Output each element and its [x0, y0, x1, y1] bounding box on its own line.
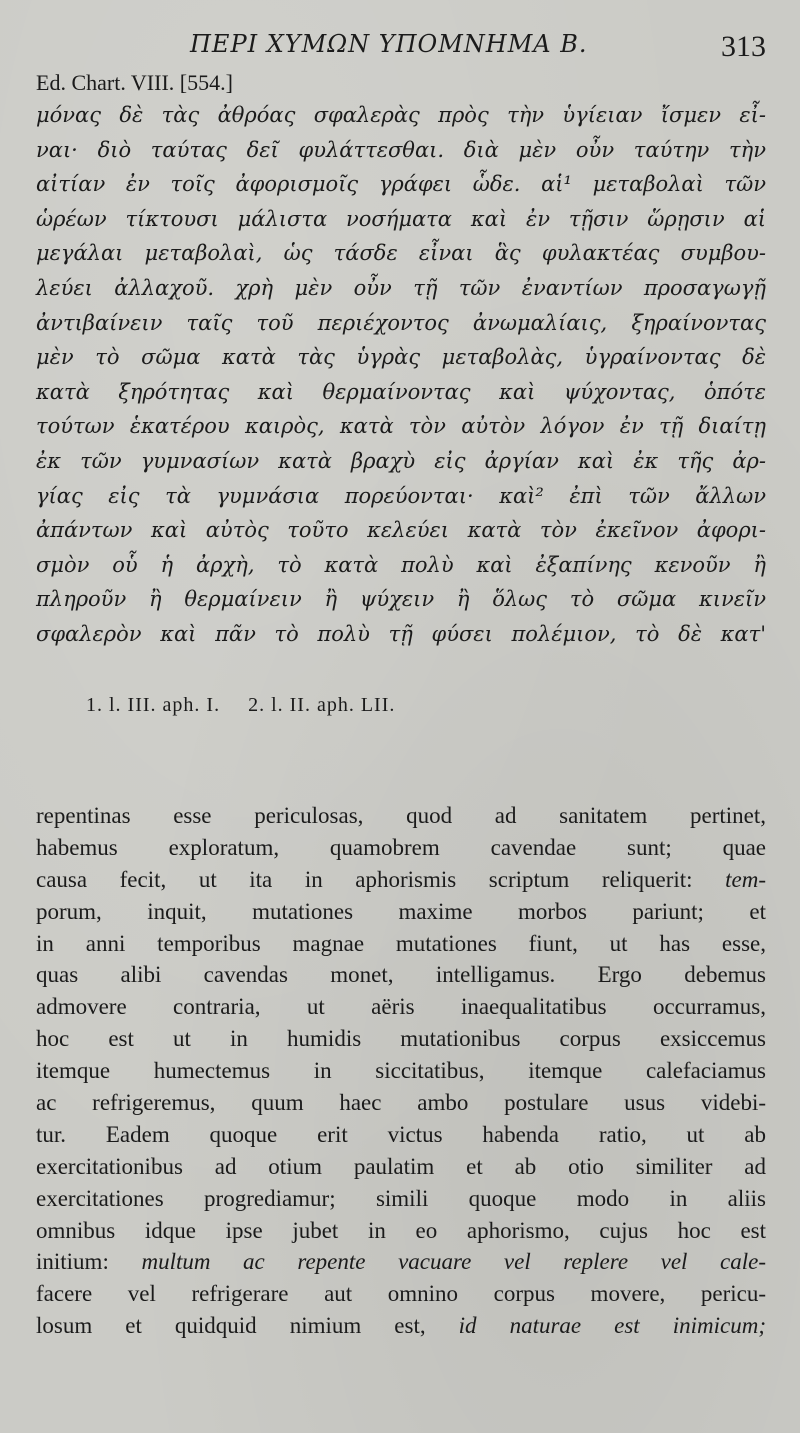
latin-line — [36, 1119, 766, 1151]
latin-segment: exercitationibus ad otium paulatim et ab otio similiter ad — [36, 1153, 766, 1179]
latin-line — [36, 1023, 766, 1055]
greek-line: μόνας δὲ τὰς ἀθρόας σφαλερὰς πρὸς τὴν ὑγίειαν ἴσμεν εἶ- — [36, 103, 766, 127]
greek-line: τούτων ἑκατέρου καιρὸς, κατὰ τὸν αὐτὸν λόγον ἐν τῇ διαίτῃ — [36, 414, 766, 439]
latin-line — [36, 1278, 766, 1310]
latin-segment: exercitationes progrediamur; simili quoque modo in aliis — [36, 1185, 766, 1211]
running-title: ΠΕΡΙ ΧΥΜΩΝ ΥΠΟΜΝΗΜΑ Β. — [190, 30, 588, 58]
latin-line — [36, 896, 766, 928]
greek-line: ἀπάντων καὶ αὐτὸς τοῦτο κελεύει κατὰ τὸν ἐκεῖνον ἀφορι- — [36, 518, 766, 543]
greek-line: κατὰ ξηρότητας καὶ θερμαίνοντας καὶ ψύχοντας, ὁπότε — [36, 379, 766, 404]
latin-segment: hoc est ut in humidis mutationibus corpus exsiccemus — [36, 1026, 766, 1052]
latin-segment: ac refrigeremus, quum haec ambo postulare usus videbi- — [36, 1090, 766, 1116]
latin-line — [36, 928, 766, 960]
latin-segment: multum ac repente vacuare vel replere vel cale- — [141, 1249, 766, 1275]
greek-line: ἀντιβαίνειν ταῖς τοῦ περιέχοντος ἀνωμαλίαις, ξηραίνοντας — [36, 310, 766, 335]
latin-line — [36, 1151, 766, 1183]
latin-segment: porum, inquit, mutationes maxime morbos pariunt; — [36, 898, 750, 924]
latin-segment: quas alibi cavendas monet, intelligamus. Ergo debemus — [36, 962, 766, 988]
latin-segment: id naturae est inimicum; — [458, 1313, 766, 1339]
greek-line: ναι· διὸ ταύτας δεῖ φυλάττεσθαι. διὰ μὲν οὖν ταύτην τὴν — [36, 137, 766, 162]
latin-segment: in anni temporibus magnae mutationes fiunt, ut has esse, — [36, 930, 766, 956]
latin-line — [36, 1215, 766, 1247]
greek-line: πληροῦν ἢ θερμαίνειν ἢ ψύχειν ἢ ὅλως τὸ σῶμα κινεῖν — [36, 587, 766, 612]
greek-text-block — [36, 98, 766, 652]
latin-line — [36, 1246, 766, 1278]
latin-line — [36, 991, 766, 1023]
latin-segment: losum et quidquid nimium est, — [36, 1313, 459, 1339]
latin-line — [36, 1183, 766, 1215]
footnote: 2. l. II. aph. LII. — [248, 694, 396, 716]
greek-line: ὡρέων τίκτουσι μάλιστα νοσήματα καὶ ἐν τῇσιν ὥρῃσιν αἱ — [36, 206, 766, 231]
latin-line — [36, 1087, 766, 1119]
greek-line: γίας εἰς τὰ γυμνάσια πορεύονται· καὶ² ἐπὶ τῶν ἄλλων — [36, 483, 766, 508]
page-number: 313 — [721, 30, 766, 63]
latin-text-block — [36, 800, 766, 1342]
latin-segment: facere vel refrigerare aut omnino corpus movere, pericu- — [36, 1281, 766, 1307]
latin-segment: tem- — [725, 866, 766, 892]
greek-line: λεύει ἀλλαχοῦ. χρὴ μὲν οὖν τῇ τῶν ἐναντίων προσαγωγῇ — [36, 275, 766, 300]
greek-line: σφαλερὸν καὶ πᾶν τὸ πολὺ τῇ φύσει πολέμιον, τὸ δὲ κατ' — [36, 621, 766, 646]
latin-line — [36, 800, 766, 832]
latin-line — [36, 1310, 766, 1342]
latin-line — [36, 832, 766, 864]
footnotes — [86, 694, 423, 717]
latin-line — [36, 1055, 766, 1087]
latin-segment: habemus exploratum, quamobrem cavendae sunt; quae — [36, 834, 766, 860]
greek-line: μὲν τὸ σῶμα κατὰ τὰς ὑγρὰς μεταβολὰς, ὑγραίνοντας δὲ — [36, 345, 766, 370]
greek-line: σμὸν οὗ ἡ ἀρχὴ, τὸ κατὰ πολὺ καὶ ἐξαπίνης κενοῦν ἢ — [36, 552, 766, 577]
greek-line: μεγάλαι μεταβολαὶ, ὡς τάσδε εἶναι ἃς φυλακτέας συμβου- — [36, 241, 766, 266]
greek-line: αἰτίαν ἐν τοῖς ἀφορισμοῖς γράφει ὧδε. αἱ¹ μεταβολαὶ τῶν — [36, 172, 766, 197]
edition-note: Ed. Chart. VIII. [554.] — [36, 70, 233, 95]
latin-segment: et — [749, 898, 766, 924]
footnote: 1. l. III. aph. I. — [86, 694, 221, 716]
latin-segment: repentinas esse periculosas, quod ad sanitatem pertinet, — [36, 803, 766, 828]
latin-segment: omnibus idque ipse jubet in eo aphorismo, cujus hoc est — [36, 1217, 766, 1243]
latin-line — [36, 959, 766, 991]
running-head — [0, 28, 800, 68]
latin-line — [36, 864, 766, 896]
latin-segment: causa fecit, ut ita in aphorismis scriptum reliquerit: — [36, 866, 726, 892]
latin-segment: initium: — [36, 1249, 142, 1275]
latin-segment: admovere contraria, ut aëris inaequalitatibus occurramus, — [36, 994, 766, 1020]
greek-line: ἐκ τῶν γυμνασίων κατὰ βραχὺ εἰς ἀργίαν καὶ ἐκ τῆς ἀρ- — [36, 448, 766, 473]
latin-segment: itemque humectemus in siccitatibus, itemque calefaciamus — [36, 1058, 766, 1084]
latin-segment: tur. Eadem quoque erit victus habenda ratio, ut ab — [36, 1121, 766, 1147]
